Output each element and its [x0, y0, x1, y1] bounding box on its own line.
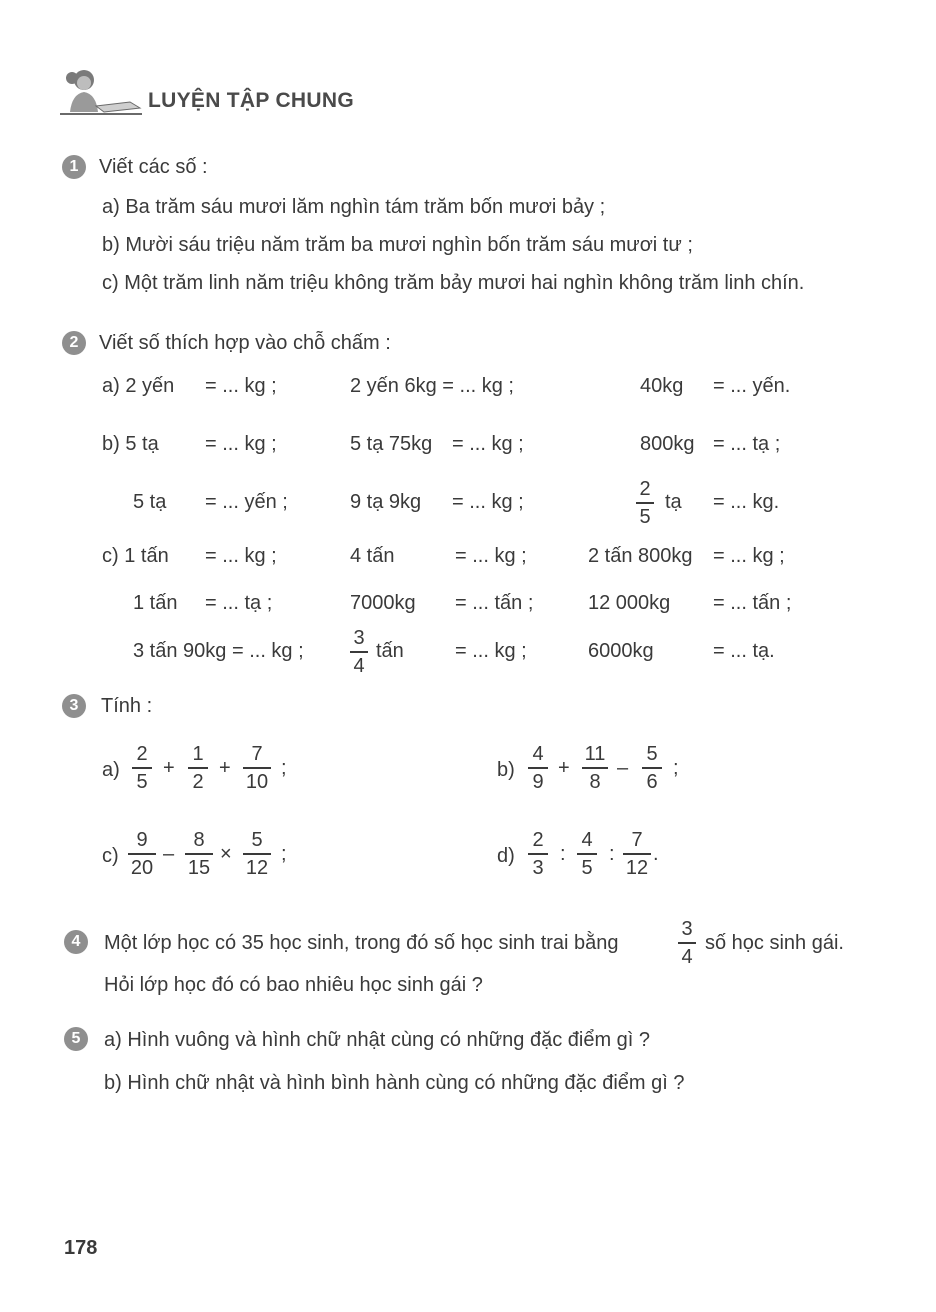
fraction-denominator: 15 — [187, 856, 211, 879]
ex2-c-1-answer: = ... kg ; — [205, 545, 277, 567]
ex3-d-op-1: : — [560, 843, 566, 865]
fraction-bar — [350, 651, 368, 653]
fraction-denominator: 20 — [130, 856, 154, 879]
ex2-b-1-answer: = ... kg ; — [205, 433, 277, 455]
ex2-c-2-answer: = ... kg ; — [455, 545, 527, 567]
fraction-bar — [243, 767, 271, 769]
ex3-a-fraction-2 — [188, 744, 208, 792]
ex2-a-2: 2 yến 6kg = ... kg ; — [350, 375, 514, 397]
exercise-1-c: c) Một trăm linh năm triệu không trăm bảy mươi hai nghìn không trăm linh chín. — [102, 272, 805, 294]
fraction-denominator: 12 — [625, 856, 649, 879]
fraction-numerator: 7 — [251, 743, 263, 765]
exercise-4-line-2: Hỏi lớp học đó có bao nhiêu học sinh gái ? — [104, 974, 483, 996]
exercise-4-badge: 4 — [64, 930, 88, 954]
ex3-a-op-2: + — [219, 757, 231, 779]
header-illustration — [58, 66, 142, 118]
fraction-numerator: 2 — [136, 743, 148, 765]
fraction-bar — [128, 853, 156, 855]
fraction-numerator: 5 — [251, 829, 263, 851]
ex2-b-3-answer: = ... tạ ; — [713, 433, 781, 455]
fraction-denominator: 12 — [245, 856, 269, 879]
ex3-d-label: d) — [497, 845, 515, 867]
ex2-b-2-answer: = ... kg ; — [452, 433, 524, 455]
exercise-5-a: a) Hình vuông và hình chữ nhật cùng có những đặc điểm gì ? — [104, 1029, 651, 1051]
ex3-a-end: ; — [281, 757, 287, 779]
ex2-b2-1-left: 5 tạ — [133, 491, 167, 513]
fraction-bar — [243, 853, 271, 855]
fraction-bar — [528, 767, 548, 769]
fraction-denominator: 5 — [581, 856, 593, 879]
exercise-4-fraction — [678, 919, 696, 967]
ex3-c-op-1: – — [163, 843, 175, 865]
fraction-denominator: 10 — [245, 770, 269, 793]
ex3-c-fraction-3 — [243, 830, 271, 878]
exercise-5-b: b) Hình chữ nhật và hình bình hành cùng có những đặc điểm gì ? — [104, 1072, 685, 1094]
fraction-bar — [642, 767, 662, 769]
ex2-c2-3-answer: = ... tấn ; — [713, 592, 792, 614]
exercise-2-prompt: Viết số thích hợp vào chỗ chấm : — [99, 332, 391, 354]
ex2-c2-2-answer: = ... tấn ; — [455, 592, 534, 614]
fraction-numerator: 8 — [193, 829, 205, 851]
ex2-c2-2-left: 7000kg — [350, 592, 416, 614]
fraction-denominator: 2 — [192, 770, 204, 793]
ex2-c3-3-answer: = ... tạ. — [713, 640, 775, 662]
ex3-b-op-1: + — [558, 757, 570, 779]
ex2-a-1-answer: = ... kg ; — [205, 375, 277, 397]
fraction-denominator: 9 — [532, 770, 544, 793]
ex2-c-2-left: 4 tấn — [350, 545, 395, 567]
ex2-b2-3-unit: tạ — [665, 491, 682, 513]
exercise-1-a: a) Ba trăm sáu mươi lăm nghìn tám trăm bốn mươi bảy ; — [102, 196, 606, 218]
ex3-d-fraction-3 — [623, 830, 651, 878]
ex2-c3-1: 3 tấn 90kg = ... kg ; — [133, 640, 304, 662]
ex2-c-label: c) 1 tấn — [102, 545, 169, 567]
page-number: 178 — [64, 1237, 98, 1259]
fraction-bar — [132, 767, 152, 769]
ex3-c-label: c) — [102, 845, 119, 867]
ex2-c2-1-answer: = ... tạ ; — [205, 592, 273, 614]
exercise-1-b: b) Mười sáu triệu năm trăm ba mươi nghìn bốn trăm sáu mươi tư ; — [102, 234, 693, 256]
fraction-bar — [528, 853, 548, 855]
fraction-denominator: 4 — [353, 654, 365, 677]
fraction-denominator: 5 — [136, 770, 148, 793]
ex2-a-3-answer: = ... yến. — [713, 375, 791, 397]
fraction-bar — [582, 767, 608, 769]
ex3-c-end: ; — [281, 843, 287, 865]
girl-reading-icon — [58, 66, 142, 118]
fraction-numerator: 3 — [681, 918, 693, 940]
exercise-4-line-1b: số học sinh gái. — [705, 932, 844, 954]
fraction-numerator: 5 — [646, 743, 658, 765]
fraction-numerator: 4 — [532, 743, 544, 765]
fraction-numerator: 1 — [192, 743, 204, 765]
ex2-a-label: a) 2 yến — [102, 375, 175, 397]
fraction-denominator: 4 — [681, 945, 693, 968]
ex2-b2-3-fraction — [636, 479, 654, 527]
fraction-bar — [577, 853, 597, 855]
ex3-c-fraction-2 — [185, 830, 213, 878]
page-title: LUYỆN TẬP CHUNG — [148, 89, 354, 112]
fraction-numerator: 3 — [353, 627, 365, 649]
exercise-5-badge: 5 — [64, 1027, 88, 1051]
fraction-bar — [678, 942, 696, 944]
ex2-b2-1-answer: = ... yến ; — [205, 491, 288, 513]
ex2-c-3-left: 2 tấn 800kg — [588, 545, 693, 567]
fraction-denominator: 3 — [532, 856, 544, 879]
fraction-numerator: 4 — [581, 829, 593, 851]
ex2-c2-3-left: 12 000kg — [588, 592, 671, 614]
ex3-a-label: a) — [102, 759, 120, 781]
fraction-bar — [188, 767, 208, 769]
ex3-a-fraction-1 — [132, 744, 152, 792]
ex3-d-fraction-1 — [528, 830, 548, 878]
exercise-3-badge: 3 — [62, 694, 86, 718]
ex3-a-fraction-3 — [243, 744, 271, 792]
fraction-denominator: 6 — [646, 770, 658, 793]
ex2-c3-3-left: 6000kg — [588, 640, 654, 662]
ex3-d-op-2: : — [609, 843, 615, 865]
fraction-numerator: 2 — [532, 829, 544, 851]
fraction-numerator: 2 — [639, 478, 651, 500]
ex2-c3-2-fraction — [350, 628, 368, 676]
ex3-d-end: . — [653, 843, 659, 865]
fraction-bar — [185, 853, 213, 855]
ex3-b-op-2: – — [617, 757, 629, 779]
ex3-d-fraction-2 — [577, 830, 597, 878]
ex2-b-2-left: 5 tạ 75kg — [350, 433, 433, 455]
ex3-c-op-2: × — [220, 843, 232, 865]
ex2-b2-3-answer: = ... kg. — [713, 491, 780, 513]
ex3-c-fraction-1 — [128, 830, 156, 878]
fraction-numerator: 7 — [631, 829, 643, 851]
ex3-b-fraction-1 — [528, 744, 548, 792]
ex2-b-label: b) 5 tạ — [102, 433, 159, 455]
ex2-a-3-left: 40kg — [640, 375, 684, 397]
exercise-2-badge: 2 — [62, 331, 86, 355]
fraction-bar — [636, 502, 654, 504]
exercise-4-line-1a: Một lớp học có 35 học sinh, trong đó số học sinh trai bằng — [104, 932, 619, 954]
ex2-b-3-left: 800kg — [640, 433, 695, 455]
fraction-denominator: 8 — [589, 770, 601, 793]
exercise-1-badge: 1 — [62, 155, 86, 179]
exercise-3-prompt: Tính : — [101, 695, 153, 717]
fraction-bar — [623, 853, 651, 855]
ex3-a-op-1: + — [163, 757, 175, 779]
exercise-1-prompt: Viết các số : — [99, 156, 208, 178]
ex2-c3-2-unit: tấn — [376, 640, 404, 662]
ex3-b-end: ; — [673, 757, 679, 779]
ex3-b-label: b) — [497, 759, 515, 781]
ex2-c-3-answer: = ... kg ; — [713, 545, 785, 567]
ex2-b2-2-answer: = ... kg ; — [452, 491, 524, 513]
fraction-numerator: 9 — [136, 829, 148, 851]
ex2-b2-2-left: 9 tạ 9kg — [350, 491, 422, 513]
ex3-b-fraction-3 — [642, 744, 662, 792]
fraction-numerator: 11 — [584, 743, 606, 765]
ex3-b-fraction-2 — [582, 744, 608, 792]
ex2-c2-1-left: 1 tấn — [133, 592, 178, 614]
ex2-c3-2-answer: = ... kg ; — [455, 640, 527, 662]
fraction-denominator: 5 — [639, 505, 651, 528]
